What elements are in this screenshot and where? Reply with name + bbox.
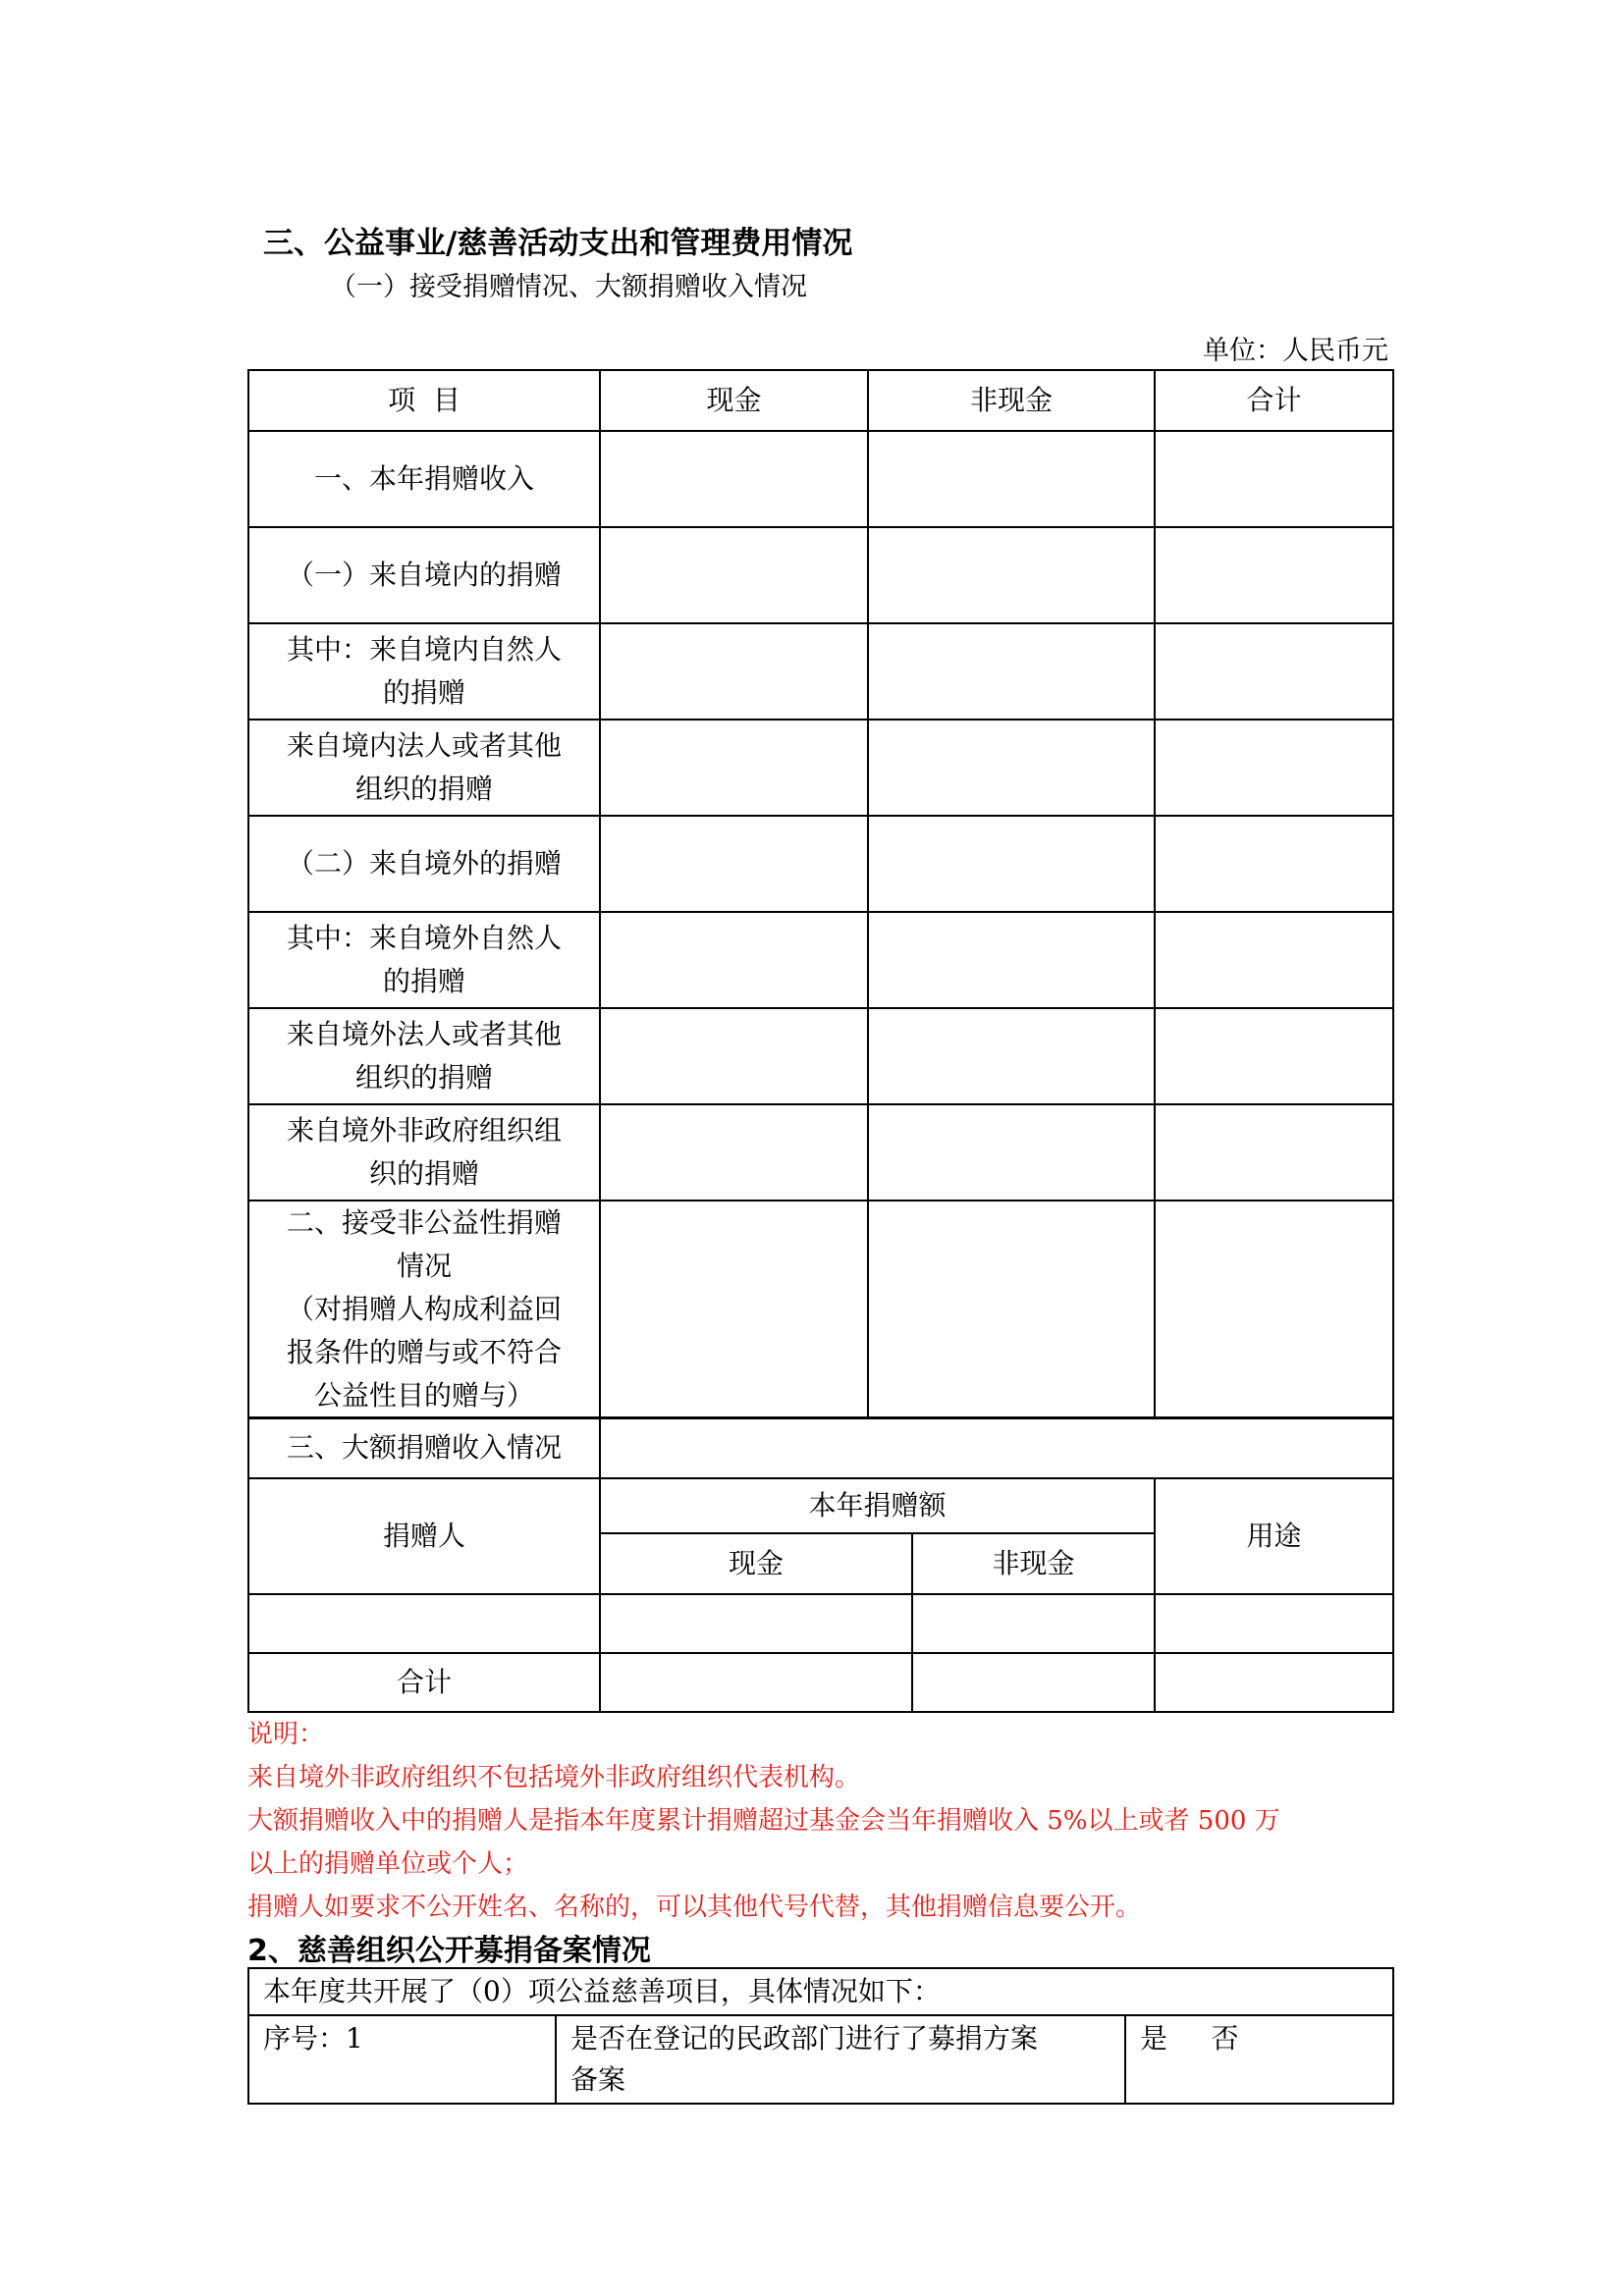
cash-cell <box>600 1653 912 1712</box>
noncash-cell <box>868 816 1155 912</box>
donor-header: 捐赠人 <box>248 1478 600 1594</box>
note-line: 以上的捐赠单位或个人； <box>247 1849 529 1879</box>
purpose-cell <box>1155 1594 1393 1653</box>
noncash-cell <box>868 912 1155 1008</box>
row-label: （一）来自境内的捐赠 <box>248 527 600 623</box>
noncash-cell <box>868 720 1155 816</box>
noncash-cell <box>868 1201 1155 1418</box>
donation-income-table <box>247 369 1394 1419</box>
total-cell <box>1155 1201 1393 1418</box>
table-row <box>248 623 1393 720</box>
total-label: 合计 <box>248 1653 600 1712</box>
header-noncash: 非现金 <box>868 370 1155 431</box>
row-label: 来自境外非政府组织组 织的捐赠 <box>248 1104 600 1201</box>
table-row <box>248 1104 1393 1201</box>
noncash-cell <box>868 431 1155 527</box>
header-item: 项 目 <box>248 370 600 431</box>
table-row <box>248 527 1393 623</box>
total-cell <box>1155 623 1393 720</box>
large-donation-table <box>247 1416 1394 1713</box>
row-label: 其中：来自境内自然人 的捐赠 <box>248 623 600 720</box>
purpose-header: 用途 <box>1155 1478 1393 1594</box>
row-label: 来自境外法人或者其他 组织的捐赠 <box>248 1008 600 1104</box>
fundraising-section-title: 2、慈善组织公开募捐备案情况 <box>247 1934 651 1968</box>
cash-cell <box>600 1008 868 1104</box>
sequence-number: 序号：1 <box>248 2015 556 2104</box>
header-cash: 现金 <box>600 370 868 431</box>
large-donation-blank <box>600 1417 1393 1478</box>
total-cell <box>1155 816 1393 912</box>
table-header-row <box>248 370 1393 431</box>
large-donation-section-label: 三、大额捐赠收入情况 <box>248 1417 600 1478</box>
noncash-cell <box>868 623 1155 720</box>
cash-cell <box>600 720 868 816</box>
cash-cell <box>600 431 868 527</box>
table-row <box>248 431 1393 527</box>
donor-cell <box>248 1594 600 1653</box>
section-heading: 三、公益事业/慈善活动支出和管理费用情况 <box>263 226 853 261</box>
annual-amount-header: 本年捐赠额 <box>600 1478 1155 1533</box>
subsection-heading: （一）接受捐赠情况、大额捐赠收入情况 <box>330 272 807 302</box>
notes-title: 说明： <box>247 1720 325 1749</box>
row-label: 其中：来自境外自然人 的捐赠 <box>248 912 600 1008</box>
total-cell <box>1155 1104 1393 1201</box>
cash-cell <box>600 623 868 720</box>
cash-cell <box>600 1104 868 1201</box>
table-row <box>248 720 1393 816</box>
row-label: （二）来自境外的捐赠 <box>248 816 600 912</box>
fundraising-filing-table <box>247 1967 1394 2105</box>
table-row <box>248 912 1393 1008</box>
table-row <box>248 1201 1393 1418</box>
noncash-cell <box>868 1104 1155 1201</box>
table-row <box>248 1417 1393 1478</box>
cash-cell <box>600 527 868 623</box>
table-row <box>248 816 1393 912</box>
currency-unit: 单位：人民币元 <box>1203 336 1388 366</box>
cash-cell <box>600 912 868 1008</box>
noncash-header: 非现金 <box>912 1533 1155 1594</box>
table-row <box>248 1008 1393 1104</box>
yes-no-answer: 是 否 <box>1125 2015 1393 2104</box>
cash-cell <box>600 1201 868 1418</box>
noncash-cell <box>912 1653 1155 1712</box>
noncash-cell <box>912 1594 1155 1653</box>
cash-cell <box>600 1594 912 1653</box>
row-label: 来自境内法人或者其他 组织的捐赠 <box>248 720 600 816</box>
note-line: 大额捐赠收入中的捐赠人是指本年度累计捐赠超过基金会当年捐赠收入 5%以上或者 500 万 <box>247 1806 1280 1836</box>
noncash-cell <box>868 1008 1155 1104</box>
total-cell <box>1155 720 1393 816</box>
row-label: 二、接受非公益性捐赠 情况 （对捐赠人构成利益回 报条件的赠与或不符合 公益性目的赠与） <box>248 1201 600 1418</box>
table-header-row <box>248 1478 1393 1533</box>
total-cell <box>1155 431 1393 527</box>
table-row <box>248 1594 1393 1653</box>
projects-intro: 本年度共开展了（0）项公益慈善项目，具体情况如下： <box>248 1968 1393 2015</box>
purpose-cell <box>1155 1653 1393 1712</box>
cash-cell <box>600 816 868 912</box>
total-cell <box>1155 1008 1393 1104</box>
note-line: 来自境外非政府组织不包括境外非政府组织代表机构。 <box>247 1763 861 1792</box>
filing-question: 是否在登记的民政部门进行了募捐方案 备案 <box>556 2015 1125 2104</box>
note-line: 捐赠人如要求不公开姓名、名称的，可以其他代号代替，其他捐赠信息要公开。 <box>247 1893 1142 1922</box>
noncash-cell <box>868 527 1155 623</box>
cash-header: 现金 <box>600 1533 912 1594</box>
header-total: 合计 <box>1155 370 1393 431</box>
table-row <box>248 1968 1393 2015</box>
table-row <box>248 2015 1393 2104</box>
total-cell <box>1155 527 1393 623</box>
total-row <box>248 1653 1393 1712</box>
row-label: 一、本年捐赠收入 <box>248 431 600 527</box>
total-cell <box>1155 912 1393 1008</box>
notes-block <box>247 1713 1396 1929</box>
